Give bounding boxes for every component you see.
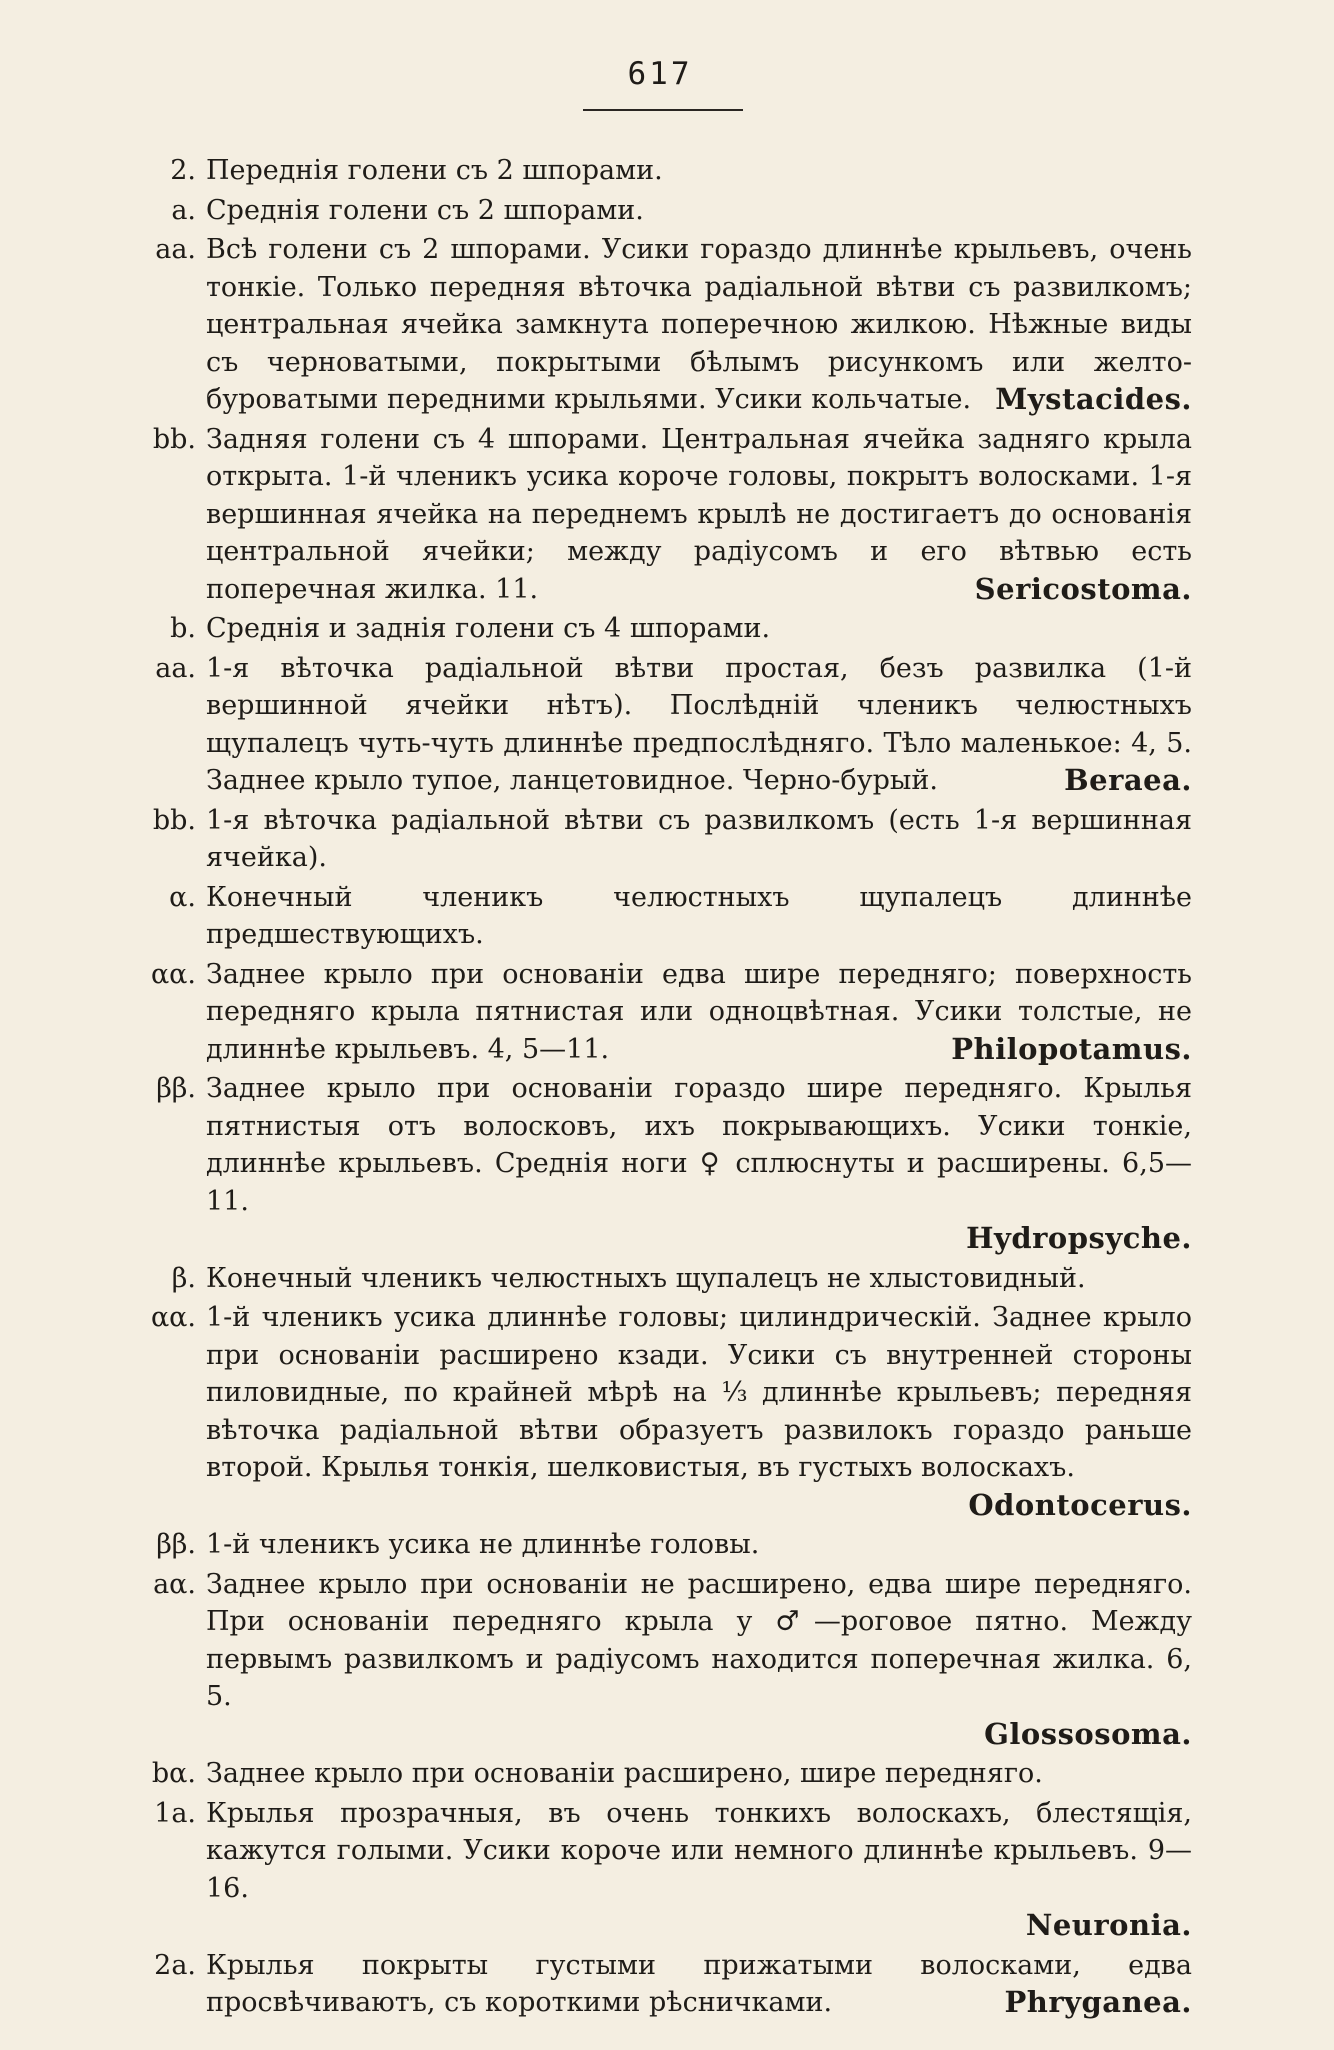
key-entry xyxy=(130,192,1192,230)
page-number: 617 xyxy=(627,56,693,92)
entry-text: 1-й членикъ усика длиннѣе головы; цилиндрическій. Заднее крыло при основаніи расширено кзади. Усики съ внутренней стороны пиловидные, по крайней мѣрѣ на ⅓ длиннѣе крыльевъ; передняя вѣточка радіальной вѣтви образуетъ развилокъ гораздо раньше второй. Крылья тонкія, шелковистыя, въ густыхъ волоскахъ. xyxy=(206,1302,1192,1483)
entry-text: 1-й членикъ усика не длиннѣе головы. xyxy=(206,1529,760,1560)
entry-label: aa. xyxy=(155,234,196,265)
key-entry xyxy=(130,1566,1192,1754)
entry-label: b. xyxy=(170,613,196,644)
entry-text: Переднія голени съ 2 шпорами. xyxy=(206,155,663,186)
entry-label: ββ. xyxy=(156,1073,196,1104)
genus-name: Phryganea. xyxy=(1004,1985,1192,2019)
key-entry xyxy=(130,152,1192,190)
entry-text: Конечный членикъ челюстныхъ щупалецъ длиннѣе предшествующихъ. xyxy=(206,881,1192,950)
genus-name: Philopotamus. xyxy=(951,1031,1192,1066)
key-entry xyxy=(130,956,1192,1069)
key-entries xyxy=(130,152,1192,2024)
key-entry xyxy=(130,1070,1192,1258)
entry-text: Крылья покрыты густыми прижатыми волосками, едва просвѣчиваютъ, съ короткими рѣсничками. xyxy=(206,1949,1192,2018)
genus-name: Beraea. xyxy=(1064,763,1192,797)
entry-text: Задняя голени съ 4 шпорами. Центральная ячейка задняго крыла открыта. 1-й членикъ усика короче головы, покрытъ волосками. 1-я вершинная ячейка на переднемъ крылѣ не достигаетъ до основанія центральной ячейки; между радіусомъ и его вѣтвью есть поперечная жилка. 11. xyxy=(206,423,1192,605)
entry-label: 1a. xyxy=(154,1797,196,1829)
genus-name: Hydropsyche. xyxy=(966,1221,1192,1255)
genus-name: Sericostoma. xyxy=(974,571,1192,606)
entry-label: αα. xyxy=(150,1302,196,1333)
entry-text: Всѣ голени съ 2 шпорами. Усики гораздо длиннѣе крыльевъ, очень тонкіе. Только передняя вѣточка радіальной вѣтви съ развилкомъ; центральная ячейка замкнута поперечною жилкою. Нѣжные виды съ черноватыми, покрытыми бѣлымъ рисункомъ или желто-буроватыми передними крыльями. Усики кольчатые. xyxy=(206,234,1192,415)
genus-name: Glossosoma. xyxy=(984,1716,1192,1751)
entry-label: β. xyxy=(171,1262,196,1294)
genus-name: Odontocerus. xyxy=(968,1487,1192,1522)
key-entry xyxy=(130,610,1192,648)
entry-label: bb. xyxy=(152,423,196,455)
entry-label: α. xyxy=(169,881,196,913)
entry-text: Среднія голени съ 2 шпорами. xyxy=(206,194,644,226)
genus-name: Mystacides. xyxy=(995,382,1192,416)
entry-label: a. xyxy=(171,194,196,226)
entry-text: Крылья прозрачныя, въ очень тонкихъ волоскахъ, блестящія, кажутся голыми. Усики короче или немного длиннѣе крыльевъ. 9—16. xyxy=(206,1797,1192,1904)
entry-label: aα. xyxy=(153,1568,196,1600)
entry-label: 2. xyxy=(170,155,196,186)
key-entry xyxy=(130,1526,1192,1564)
entry-text: 1-я вѣточка радіальной вѣтви съ развилкомъ (есть 1-я вершинная ячейка). xyxy=(206,804,1192,873)
entry-text: Конечный членикъ челюстныхъ щупалецъ не хлыстовидный. xyxy=(206,1262,1086,1294)
key-entry xyxy=(130,421,1192,609)
genus-name: Neuronia. xyxy=(1025,1908,1192,1942)
entry-label: aa. xyxy=(155,652,196,684)
entry-label: bα. xyxy=(151,1758,196,1789)
entry-label: bb. xyxy=(152,804,196,836)
entry-label: αα. xyxy=(150,958,196,990)
key-entry xyxy=(130,231,1192,419)
key-entry xyxy=(130,1755,1192,1793)
entry-label: ββ. xyxy=(156,1529,196,1560)
entry-text: Заднее крыло при основаніи едва шире передняго; поверхность передняго крыла пятнистая или одноцвѣтная. Усики толстые, не длиннѣе крыльевъ. 4, 5—11. xyxy=(206,958,1192,1065)
key-entry xyxy=(130,802,1192,877)
entry-text: 1-я вѣточка радіальной вѣтви простая, безъ развилка (1-й вершинной ячейки нѣтъ). Послѣдній членикъ челюстныхъ щупалецъ чуть-чуть длиннѣе предпослѣдняго. Тѣло маленькое: 4, 5. Заднее крыло тупое, ланцетовидное. Черно-бурый. xyxy=(206,652,1192,796)
key-entry xyxy=(130,1795,1192,1945)
page-number-rule xyxy=(583,109,743,111)
key-entry xyxy=(130,1299,1192,1524)
entry-text: Заднее крыло при основаніи не расширено, едва шире передняго. При основаніи передняго крыла у ♂—роговое пятно. Между первымъ развилкомъ и радіусомъ находится поперечная жилка. 6, 5. xyxy=(206,1568,1192,1712)
key-entry xyxy=(130,650,1192,800)
entry-label: 2a. xyxy=(154,1949,196,1981)
key-entry xyxy=(130,1260,1192,1298)
key-entry xyxy=(130,1947,1192,2022)
entry-text: Заднее крыло при основаніи гораздо шире передняго. Крылья пятнистыя отъ волосковъ, ихъ покрывающихъ. Усики тонкіе, длиннѣе крыльевъ. Среднія ноги ♀ сплюснуты и расширены. 6,5—11. xyxy=(206,1073,1192,1217)
key-entry xyxy=(130,879,1192,954)
entry-text: Среднія и заднія голени съ 4 шпорами. xyxy=(206,613,771,644)
entry-text: Заднее крыло при основаніи расширено, шире передняго. xyxy=(206,1758,1043,1789)
